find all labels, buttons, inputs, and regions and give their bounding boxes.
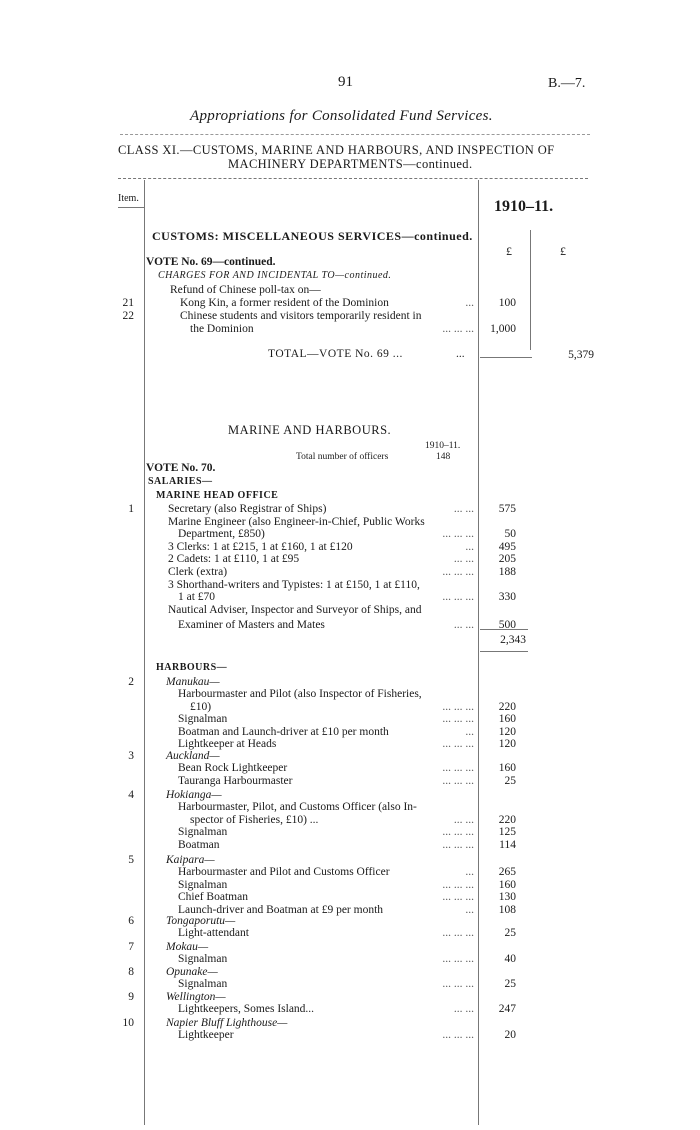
row-amount: 25: [504, 927, 516, 939]
leader-dots: ... ...: [453, 553, 474, 565]
item-number: 21: [122, 297, 134, 309]
marine-subtotal: 2,343: [500, 634, 526, 646]
row-amount: 120: [498, 738, 516, 750]
leader-dots: ... ... ...: [442, 762, 474, 774]
total-column-divider: [530, 230, 531, 350]
leader-dots: ... ...: [453, 503, 474, 515]
row-description: Lightkeeper at Heads: [178, 738, 277, 750]
leader-dots: ...: [465, 541, 474, 553]
row-description: Clerk (extra): [168, 566, 228, 578]
row-amount: 500: [498, 619, 516, 631]
customs-vote: VOTE No. 69—continued.: [146, 256, 276, 268]
row-description: Secretary (also Registrar of Ships): [168, 503, 327, 515]
customs-total-dots: ...: [456, 348, 465, 360]
harbour-place: Napier Bluff Lighthouse—: [166, 1017, 288, 1029]
row-amount: 114: [499, 839, 516, 851]
row-description: Kong Kin, a former resident of the Dominion: [180, 297, 389, 309]
harbour-place: Wellington—: [166, 991, 226, 1003]
item-number: 2: [128, 676, 134, 688]
page-number: 91: [338, 74, 353, 90]
row-description: Signalman: [178, 978, 228, 990]
harbour-place: Manukau—: [166, 676, 220, 688]
document-reference: B.—7.: [548, 76, 586, 91]
item-number: 5: [128, 854, 134, 866]
marine-vote: VOTE No. 70.: [146, 462, 216, 474]
customs-heading: CUSTOMS: MISCELLANEOUS SERVICES—continued.: [152, 229, 473, 243]
row-description: £10): [190, 701, 212, 713]
row-description: Lightkeepers, Somes Island...: [178, 1003, 315, 1015]
leader-dots: ...: [465, 297, 474, 309]
row-amount: 160: [498, 879, 516, 891]
leader-dots: ... ... ...: [442, 566, 474, 578]
page-subtitle: Appropriations for Consolidated Fund Services.: [190, 108, 493, 124]
marine-head-office: MARINE HEAD OFFICE: [156, 490, 279, 501]
currency-symbol-1: £: [506, 244, 512, 258]
harbour-place: Hokianga—: [166, 789, 222, 801]
row-description: Marine Engineer (also Engineer-in-Chief, Public Works: [168, 516, 425, 528]
row-amount: 205: [498, 553, 516, 565]
leader-dots: ... ... ...: [442, 978, 474, 990]
row-description: 2 Cadets: 1 at £110, 1 at £95: [168, 553, 300, 565]
row-amount: 25: [504, 775, 516, 787]
harbour-place: Kaipara—: [166, 854, 215, 866]
row-description: Boatman: [178, 839, 220, 851]
row-amount: 188: [498, 566, 516, 578]
customs-total-amount: 5,379: [568, 349, 594, 361]
row-description: Bean Rock Lightkeeper: [178, 762, 288, 774]
row-amount: 125: [498, 826, 516, 838]
row-description: Light-attendant: [178, 927, 249, 939]
item-header-rule: [118, 207, 144, 208]
leader-dots: ... ... ...: [442, 953, 474, 965]
item-number: 1: [128, 503, 134, 515]
customs-total-rule: [480, 357, 532, 358]
item-number: 3: [128, 750, 134, 762]
row-description: 1 at £70: [178, 591, 216, 603]
row-amount: 130: [498, 891, 516, 903]
row-description: Chinese students and visitors temporarily resident in: [180, 310, 422, 322]
leader-dots: ... ... ...: [442, 701, 474, 713]
item-number: 7: [128, 941, 134, 953]
row-amount: 575: [498, 503, 516, 515]
row-amount: 495: [498, 541, 516, 553]
leader-dots: ... ... ...: [442, 879, 474, 891]
leader-dots: ... ... ...: [442, 591, 474, 603]
leader-dots: ...: [465, 726, 474, 738]
item-column-divider: [144, 180, 145, 1125]
class-heading-line2: MACHINERY DEPARTMENTS—continued.: [228, 157, 473, 171]
harbour-place: Tongaporutu—: [166, 915, 236, 927]
row-description: the Dominion: [190, 323, 254, 335]
row-amount: 20: [504, 1029, 516, 1041]
leader-dots: ... ... ...: [442, 713, 474, 725]
harbour-place: Mokau—: [166, 941, 209, 953]
row-description: 3 Shorthand-writers and Typistes: 1 at £150, 1 at £110,: [168, 579, 420, 591]
item-number: 22: [122, 310, 134, 322]
row-amount: 265: [498, 866, 516, 878]
row-description: Harbourmaster and Pilot (also Inspector of Fisheries,: [178, 688, 422, 700]
harbour-place: Auckland—: [166, 750, 220, 762]
harbour-place: Opunake—: [166, 966, 218, 978]
marine-subtotal-rule-top: [480, 629, 528, 630]
row-description: Signalman: [178, 879, 228, 891]
row-amount: 50: [504, 528, 516, 540]
row-amount: 247: [498, 1003, 516, 1015]
item-number: 6: [128, 915, 134, 927]
customs-charges: CHARGES FOR AND INCIDENTAL TO—continued.: [158, 270, 392, 281]
row-amount: 160: [498, 762, 516, 774]
item-number: 4: [128, 789, 134, 801]
row-amount: 1,000: [490, 323, 516, 335]
row-description: Harbourmaster, Pilot, and Customs Officer (also In-: [178, 801, 417, 813]
row-amount: 100: [498, 297, 516, 309]
officers-label: Total number of officers: [296, 452, 389, 462]
row-description: Department, £850): [178, 528, 265, 540]
item-number: 8: [128, 966, 134, 978]
header-rule: [120, 134, 590, 135]
leader-dots: ... ...: [453, 619, 474, 631]
customs-refund: Refund of Chinese poll-tax on—: [170, 284, 321, 296]
marine-heading: MARINE AND HARBOURS.: [228, 423, 392, 437]
officers-year: 1910–11.: [425, 441, 461, 451]
item-number: 9: [128, 991, 134, 1003]
row-amount: 25: [504, 978, 516, 990]
leader-dots: ... ... ...: [442, 1029, 474, 1041]
leader-dots: ... ... ...: [442, 775, 474, 787]
row-description: Examiner of Masters and Mates: [178, 619, 325, 631]
row-amount: 108: [498, 904, 516, 916]
row-description: Signalman: [178, 826, 228, 838]
row-amount: 40: [504, 953, 516, 965]
row-description: Signalman: [178, 713, 228, 725]
row-description: Nautical Adviser, Inspector and Surveyor of Ships, and: [168, 604, 422, 616]
row-description: Chief Boatman: [178, 891, 248, 903]
leader-dots: ...: [465, 866, 474, 878]
row-amount: 330: [498, 591, 516, 603]
customs-total-label: TOTAL—VOTE No. 69 ...: [268, 348, 403, 360]
currency-symbol-2: £: [560, 244, 566, 258]
row-amount: 220: [498, 814, 516, 826]
row-description: spector of Fisheries, £10) ...: [190, 814, 319, 826]
row-description: Boatman and Launch-driver at £10 per month: [178, 726, 389, 738]
row-amount: 160: [498, 713, 516, 725]
marine-salaries: SALARIES—: [148, 476, 213, 487]
harbours-heading: HARBOURS—: [156, 662, 228, 673]
table-top-rule: [118, 178, 588, 179]
row-description: Tauranga Harbourmaster: [178, 775, 293, 787]
leader-dots: ... ...: [453, 1003, 474, 1015]
leader-dots: ... ... ...: [442, 738, 474, 750]
leader-dots: ... ...: [453, 814, 474, 826]
leader-dots: ...: [465, 904, 474, 916]
leader-dots: ... ... ...: [442, 891, 474, 903]
row-description: Signalman: [178, 953, 228, 965]
row-amount: 120: [498, 726, 516, 738]
row-description: Harbourmaster and Pilot and Customs Officer: [178, 866, 390, 878]
row-description: 3 Clerks: 1 at £215, 1 at £160, 1 at £120: [168, 541, 353, 553]
leader-dots: ... ... ...: [442, 927, 474, 939]
officers-count: 148: [436, 452, 451, 462]
item-number: 10: [122, 1017, 134, 1029]
row-amount: 220: [498, 701, 516, 713]
item-column-header: Item.: [118, 193, 139, 204]
leader-dots: ... ... ...: [442, 839, 474, 851]
leader-dots: ... ... ...: [442, 528, 474, 540]
year-header: 1910–11.: [494, 198, 554, 215]
leader-dots: ... ... ...: [442, 826, 474, 838]
row-description: Lightkeeper: [178, 1029, 234, 1041]
leader-dots: ... ... ...: [442, 323, 474, 335]
row-description: Launch-driver and Boatman at £9 per month: [178, 904, 384, 916]
class-heading-line1: CLASS XI.—CUSTOMS, MARINE AND HARBOURS, AND INSPECTION OF: [118, 143, 555, 157]
marine-subtotal-rule-bottom: [480, 651, 528, 652]
